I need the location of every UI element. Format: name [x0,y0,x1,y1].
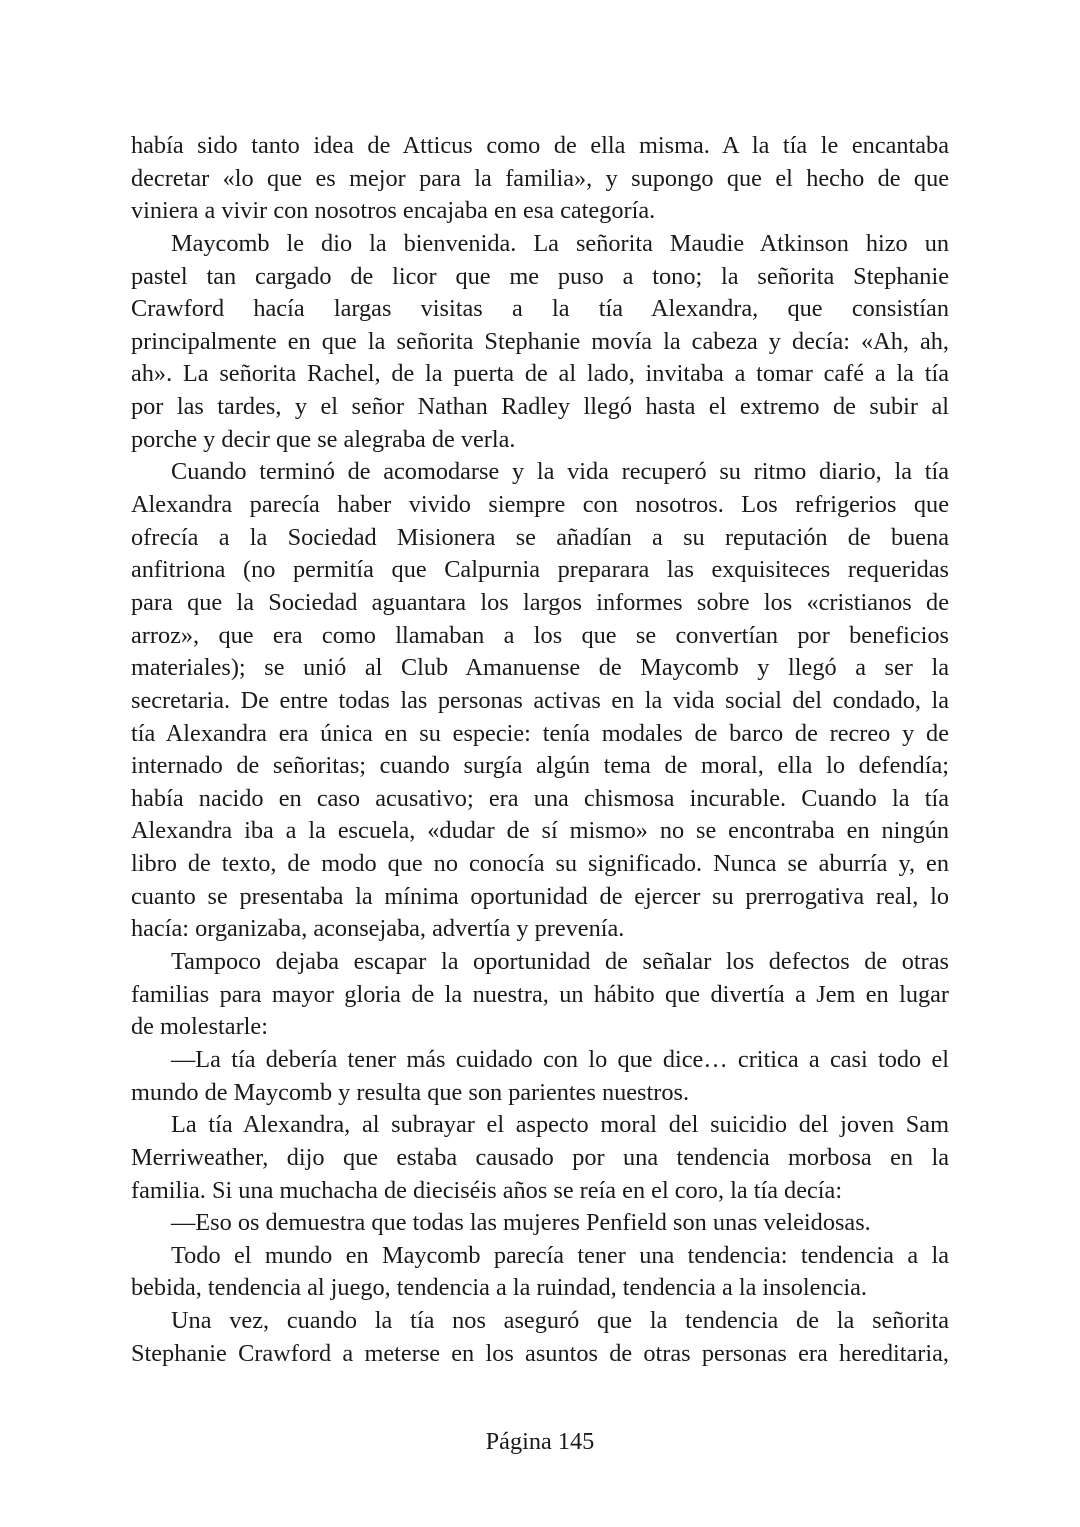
text-line: anfitriona (no permitía que Calpurnia preparara las exquisiteces requeridas [131,556,949,584]
text-line: porche y decir que se alegraba de verla. [131,425,516,453]
paragraph [131,228,949,456]
text-line: Crawford hacía largas visitas a la tía Alexandra, que consistían [131,295,949,323]
text-line: Una vez, cuando la tía nos aseguró que la tendencia de la señorita [171,1307,949,1335]
text-line: secretaria. De entre todas las personas activas en la vida social del condado, la [131,686,949,714]
text-line: había nacido en caso acusativo; era una chismosa incurable. Cuando la tía [131,784,949,812]
text-line: por las tardes, y el señor Nathan Radley llegó hasta el extremo de subir al [131,393,949,421]
text-line: materiales); se unió al Club Amanuense de Maycomb y llegó a ser la [131,654,949,682]
text-line: pastel tan cargado de licor que me puso a tono; la señorita Stephanie [131,262,949,290]
text-line: libro de texto, de modo que no conocía su significado. Nunca se aburría y, en [131,850,949,878]
paragraph [131,1109,949,1207]
text-line: Merriweather, dijo que estaba causado por una tendencia morbosa en la [131,1143,949,1171]
text-line: mundo de Maycomb y resulta que son parientes nuestros. [131,1078,690,1106]
text-line: decretar «lo que es mejor para la familia», y supongo que el hecho de que [131,164,949,192]
text-line: internado de señoritas; cuando surgía algún tema de moral, ella lo defendía; [131,752,949,780]
text-line: Stephanie Crawford a meterse en los asuntos de otras personas era hereditaria, [131,1339,949,1367]
text-line: La tía Alexandra, al subrayar el aspecto moral del suicidio del joven Sam [171,1111,949,1139]
paragraph [131,1305,949,1370]
page-body [131,130,949,1370]
text-line: ah». La señorita Rachel, de la puerta de al lado, invitaba a tomar café a la tía [131,360,949,388]
text-line: ofrecía a la Sociedad Misionera se añadían a su reputación de buena [131,523,949,551]
paragraph [131,946,949,1044]
text-line: Alexandra iba a la escuela, «dudar de sí mismo» no se encontraba en ningún [131,817,949,845]
paragraph [131,456,949,946]
text-line: —Eso os demuestra que todas las mujeres Penfield son unas veleidosas. [171,1209,871,1237]
text-line: principalmente en que la señorita Stephanie movía la cabeza y decía: «Ah, ah, [131,327,949,355]
text-line: Todo el mundo en Maycomb parecía tener una tendencia: tendencia a la [171,1241,949,1269]
text-line: Maycomb le dio la bienvenida. La señorita Maudie Atkinson hizo un [171,229,949,257]
paragraph [131,1207,949,1240]
paragraph [131,130,949,228]
text-line: viniera a vivir con nosotros encajaba en esa categoría. [131,197,656,225]
text-line: —La tía debería tener más cuidado con lo que dice… critica a casi todo el [171,1045,949,1073]
paragraph [131,1044,949,1109]
text-line: de molestarle: [131,1013,268,1041]
text-line: familias para mayor gloria de la nuestra, un hábito que divertía a Jem en lugar [131,980,949,1008]
text-line: bebida, tendencia al juego, tendencia a la ruindad, tendencia a la insolencia. [131,1274,868,1302]
text-line: Cuando terminó de acomodarse y la vida recuperó su ritmo diario, la tía [171,458,949,486]
page-number: Página 145 [485,1428,595,1455]
text-line: arroz», que era como llamaban a los que se convertían por beneficios [131,621,949,649]
text-line: tía Alexandra era única en su especie: tenía modales de barco de recreo y de [131,719,949,747]
text-line: para que la Sociedad aguantara los largos informes sobre los «cristianos de [131,588,949,616]
text-line: familia. Si una muchacha de dieciséis años se reía en el coro, la tía decía: [131,1176,843,1204]
paragraph [131,1240,949,1305]
text-line: hacía: organizaba, aconsejaba, advertía y prevenía. [131,915,625,943]
text-line: Tampoco dejaba escapar la oportunidad de señalar los defectos de otras [171,948,949,976]
text-line: cuanto se presentaba la mínima oportunidad de ejercer su prerrogativa real, lo [131,882,949,910]
text-line: Alexandra parecía haber vivido siempre con nosotros. Los refrigerios que [131,491,949,519]
text-line: había sido tanto idea de Atticus como de ella misma. A la tía le encantaba [131,132,949,159]
